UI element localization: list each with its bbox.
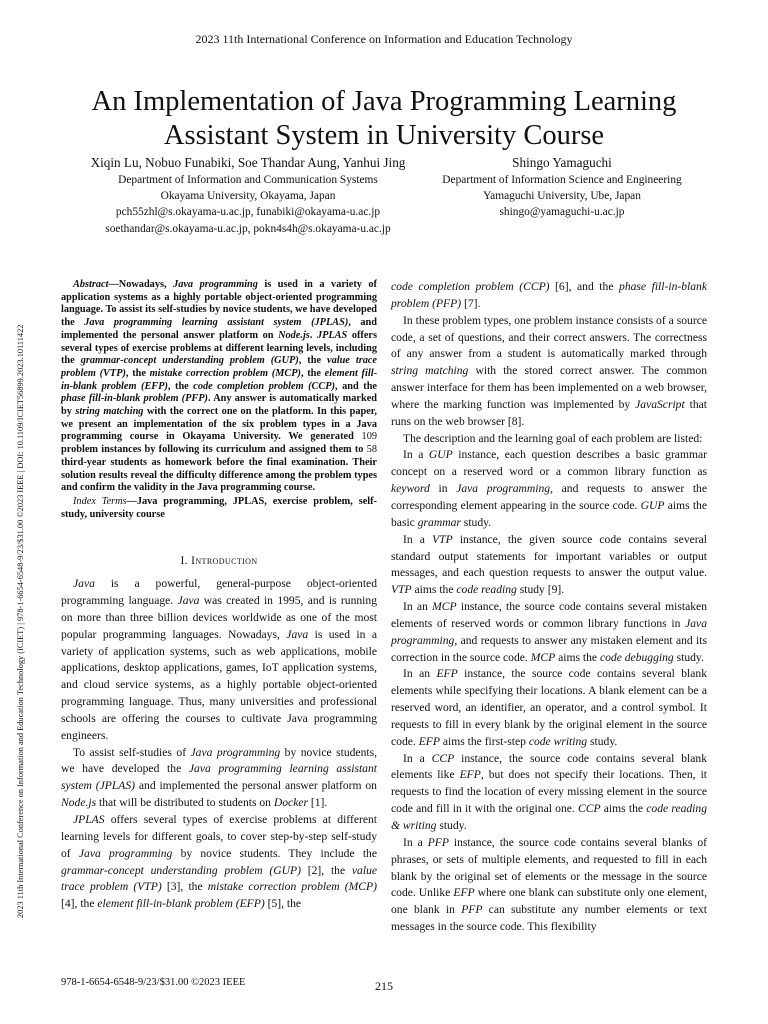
conference-header: 2023 11th International Conference on Information and Education Technology [195, 32, 573, 46]
index-terms: Index Terms—Java programming, JPLAS, exercise problem, self-study, university course [61, 495, 377, 520]
paragraph: Java is a powerful, general-purpose object-oriented programming language. Java was created in 1995, and is running on more than three billion devices worldwide as one of the most popular programming languages. Nowadays, Java is used in a variety of application systems, such as web applications, mobile applications, desktop applications, games, IoT application systems, and cloud service systems, as a highly portable object-oriented programming language. Thus, many universities and professional schools are offering the courses to cultivate Java programming engineers. [61, 577, 377, 742]
author-email: shingo@yamaguchi-u.ac.jp [499, 206, 625, 219]
paragraph: In a CCP instance, the source code contains several blank elements like EFP, but does not specify their locations. Then, it requests to find the location of every missing element in the source code and fill in it with the original one. CCP aims the code reading & writing study. [391, 751, 708, 832]
author-names: Xiqin Lu, Nobuo Funabiki, Soe Thandar Aung, Yanhui Jing [90, 155, 406, 170]
paragraph: In these problem types, one problem instance consists of a source code, a set of questions, and their correct answers. The correctness of any answer from a student is automatically marked through string matching with the stored correct answer. The common answer interface for them has been implemented on a web browser, where the marking function was implemented by JavaScript that runs on the web browser [8]. [391, 313, 707, 428]
paper-title-line-2: Assistant System in University Course [163, 120, 605, 152]
footer-copyright: 978-1-6654-6548-9/23/$31.00 ©2023 IEEE [61, 977, 246, 988]
author-block-okayama [78, 153, 418, 237]
author-emails-2: soethandar@s.okayama-u.ac.jp, pokn4s4h@s.okayama-u.ac.jp [105, 222, 391, 235]
author-department: Department of Information Science and Engineering [442, 174, 682, 186]
author-block-yamaguchi [420, 153, 704, 221]
left-column [61, 279, 377, 913]
author-emails-1: pch55zhl@s.okayama-u.ac.jp, funabiki@okayama-u.ac.jp [115, 206, 381, 219]
author-university: Okayama University, Okayama, Japan [160, 190, 336, 203]
paragraph: The description and the learning goal of each problem are listed: [403, 431, 703, 445]
paragraph: In an MCP instance, the source code contains several mistaken elements of reserved words or common library functions in Java programming, and requests to answer any mistaken element and its correction in the source code. MCP aims the code debugging study. [391, 600, 707, 664]
paper-title-line-1: An Implementation of Java Programming Learning [91, 86, 677, 118]
paragraph: JPLAS offers several types of exercise problems at different learning levels for different goals, to cover step-by-step self-study of Java programming by novice students. They include the grammar-concept understanding problem (GUP) [2], the value trace problem (VTP) [3], the mistake correction problem (MCP) [4], the element fill-in-blank problem (EFP) [5], the [61, 813, 378, 911]
abstract: Abstract—Nowadays, Java programming is used in a variety of application systems as a highly portable object-oriented programming language. To assist its self-studies by novice students, we have developed the Java programming learning assistant system (JPLAS), and implemented the personal answer platform on Node.js. JPLAS offers several types of exercise problems at different learning levels, including the grammar-concept understanding problem (GUP), the value trace problem (VTP), the mistake correction problem (MCP), the element fill-in-blank problem (EFP), the code completion problem (CCP), and the phase fill-in-blank problem (PFP). Any answer is automatically marked by string matching with the correct one on the platform. In this paper, we present an implementation of the six problem types in a Java programming course in Okayama University. We generated 109 problem instances by following its curriculum and assigned them to 58 third-year students as homework before the final examination. Their solution results reveal the difficulty difference among the problem types and confirm the validity in the Java programming course. [61, 279, 377, 494]
paper-title [40, 85, 728, 153]
paragraph: In a VTP instance, the given source code contains several standard output statements for important variables or output messages, and each question requests to answer the output value. VTP aims the code reading study [9]. [391, 532, 707, 597]
author-department: Department of Information and Communication Systems [118, 174, 378, 186]
paragraph: In an EFP instance, the source code contains several blank elements while specifying their locations. A blank element can be a reserved word, an identifier, an operator, and a control symbol. It requests to fill in every blank by the original element in the source code. EFP aims the first-step code writing study. [391, 667, 707, 748]
paragraph: In a PFP instance, the source code contains several blanks of phrases, or sets of multiple elements, and requested to fill in each blank by the original set of elements or the message in the source code. Unlike EFP where one blank can substitute only one element, one blank in PFP can substitute any number elements or text messages in the source code. This flexibility [391, 835, 707, 934]
author-university: Yamaguchi University, Ube, Japan [483, 190, 641, 203]
paragraph: code completion problem (CCP) [6], and the phase fill-in-blank problem (PFP) [7]. [391, 280, 707, 310]
paragraph: To assist self-studies of Java programming by novice students, we have developed the Java programming learning assistant system (JPLAS) and implemented the personal answer platform on Node.js that will be distributed to students on Docker [1]. [61, 745, 378, 810]
paragraph: In a GUP instance, each question describes a basic grammar concept on a reserved word or a common library function as keyword in Java programming, and requests to answer the corresponding element appearing in the source code. GUP aims the basic grammar study. [391, 448, 707, 529]
author-names: Shingo Yamaguchi [512, 155, 612, 170]
page-number: 215 [375, 979, 393, 993]
section-heading-introduction: I. Introduction [180, 555, 258, 568]
doi-side-note: 2023 11th International Conference on Information and Education Technology (ICIET) | 978-1-6654-6548-9/23/$31.00 ©2023 IEEE | DOI: 10.1109/ICIET56899.2023.10111422 [16, 324, 25, 918]
right-column [391, 279, 707, 936]
